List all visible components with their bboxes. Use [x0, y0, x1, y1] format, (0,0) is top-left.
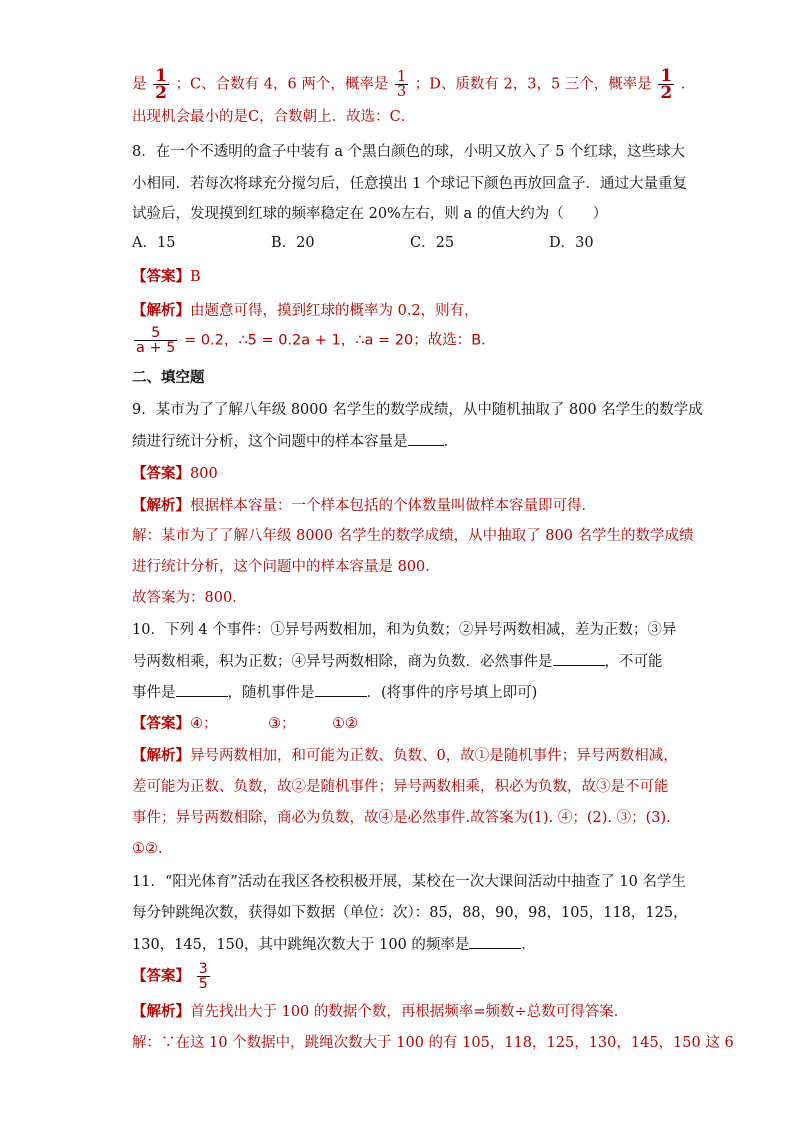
- prev-solution-conclusion: 出现机会最小的是C，合数朝上．故选：C．: [132, 109, 416, 125]
- denominator: a + 5: [136, 340, 176, 356]
- text: ；D、质数有 2，3，5 三个，概率是: [414, 76, 652, 93]
- q8-option-c: C．25: [410, 235, 455, 251]
- answer-blank: [553, 651, 605, 666]
- prev-solution-line: [132, 68, 695, 101]
- equation-text: = 0.2，∴5 = 0.2a + 1，∴a = 20；故选：B．: [184, 332, 496, 349]
- answer-tag: 【答案】: [132, 967, 190, 985]
- denominator: 2: [155, 83, 167, 103]
- denominator: 3: [396, 84, 407, 100]
- text: ，不可能: [604, 654, 663, 670]
- q8-option-b: B．20: [271, 235, 315, 251]
- text: ，随机事件是: [227, 685, 315, 701]
- denominator: 5: [198, 976, 208, 992]
- section-title: 二、填空题: [132, 369, 205, 386]
- q10-explain-line1: [132, 746, 678, 766]
- q11-solution-line1: 解：∵在这 10 个数据中，跳绳次数大于 100 的有 105，118，125，130，145，150 这 6: [132, 1035, 734, 1051]
- text: ．: [443, 434, 458, 450]
- q9-stem-line1: 9．某市为了了解八年级 8000 名学生的数学成绩，从中随机抽取了 800 名学生的数学成: [132, 402, 703, 418]
- text: ．(将事件的序号填上即可): [366, 685, 538, 701]
- answer-value: ③；: [268, 716, 296, 732]
- q8-option-a: A．15: [132, 235, 176, 251]
- q9-explain: [132, 496, 596, 516]
- q11-stem-line1: 11．“阳光体育”活动在我区各校积极开展，某校在一次大课间活动中抽查了 10 名学生: [132, 874, 686, 890]
- q8-options: [132, 233, 688, 253]
- answer-value: B: [190, 269, 201, 285]
- q10-explain-line4: ①②.: [132, 841, 163, 857]
- q10-explain-line3: 事件；异号两数相除，商必为负数，故④是必然事件.故答案为(1). ④；(2). ③；(3).: [132, 810, 671, 826]
- q8-option-d: D．30: [549, 235, 594, 251]
- answer-blank: [315, 682, 367, 697]
- q11-answer: [132, 962, 212, 991]
- q8-equation: [132, 326, 496, 355]
- text: 事件是: [132, 685, 176, 701]
- q10-stem-line1: 10．下列 4 个事件：①异号两数相加，和为负数；②异号两数相减，差为正数；③异: [132, 622, 677, 638]
- explain-tag: 【解析】: [132, 497, 190, 514]
- explain-tag: 【解析】: [132, 302, 190, 319]
- text: 130，145，150，其中跳绳次数大于 100 的频率是: [132, 937, 470, 953]
- q8-stem-line2: 小相同．若每次将球充分搅匀后，任意摸出 1 个球记下颜色再放回盒子．通过大量重复: [132, 176, 687, 192]
- q11-explain: [132, 1002, 628, 1022]
- explain-tag: 【解析】: [132, 1003, 190, 1020]
- answer-tag: 【答案】: [132, 715, 190, 732]
- answer-blank: [469, 934, 521, 949]
- numerator: 3: [198, 961, 208, 977]
- text: 是: [132, 76, 147, 93]
- fraction-q11: [197, 962, 210, 991]
- answer-value: ①②: [332, 716, 358, 732]
- explain-text: 根据样本容量：一个样本包括的个体数量叫做样本容量即可得．: [190, 498, 596, 514]
- text: 绩进行统计分析，这个问题中的样本容量是: [132, 434, 408, 450]
- q11-stem-line2: 每分钟跳绳次数，获得如下数据（单位：次）：85，88，90，98，105，118，125，: [132, 905, 688, 921]
- numerator: 1: [396, 69, 407, 85]
- text: ．: [680, 76, 696, 93]
- numerator: 1: [155, 66, 167, 86]
- text: 号两数相乘，积为正数；④异号两数相除，商为负数．必然事件是: [132, 654, 553, 670]
- q9-solution-line2: 进行统计分析，这个问题中的样本容量是 800．: [132, 559, 440, 575]
- explain-text: 异号两数相加，和可能为正数、负数、0，故①是随机事件；异号两数相减，: [190, 748, 678, 764]
- explain-text: 首先找出大于 100 的数据个数，再根据频率=频数÷总数可得答案．: [190, 1004, 629, 1020]
- answer-value: 800: [190, 466, 218, 482]
- explain-text: 由题意可得，摸到红球的概率为 0.2，则有，: [190, 303, 479, 319]
- q10-explain-line2: 差可能为正数、负数，故②是随机事件；异号两数相乘，积必为负数，故③是不可能: [132, 779, 669, 795]
- text: ；C、合数有 4，6 两个，概率是: [175, 76, 389, 93]
- q10-stem-line3: [132, 682, 537, 703]
- explain-tag: 【解析】: [132, 747, 190, 764]
- q9-answer: [132, 464, 218, 484]
- q9-solution-line3: 故答案为：800．: [132, 590, 247, 606]
- text: ．: [521, 937, 536, 953]
- answer-tag: 【答案】: [132, 268, 190, 285]
- numerator: 1: [660, 66, 673, 86]
- denominator: 2: [660, 83, 673, 103]
- fraction-half: [153, 68, 169, 101]
- q9-stem-line2: [132, 431, 458, 452]
- fraction-half: [658, 68, 674, 101]
- numerator: 5: [151, 325, 161, 341]
- answer-blank: [408, 431, 444, 446]
- q11-stem-line3: [132, 934, 536, 955]
- q10-stem-line2: [132, 651, 663, 672]
- answer-blank: [176, 682, 228, 697]
- fraction-q8: [134, 326, 177, 355]
- answer-tag: 【答案】: [132, 465, 190, 482]
- q8-stem-line1: 8．在一个不透明的盒子中装有 a 个黑白颜色的球，小明又放入了 5 个红球，这些球大: [132, 144, 686, 160]
- q8-stem-line3: 试验后，发现摸到红球的频率稳定在 20%左右，则 a 的值大约为（ ）: [132, 206, 608, 222]
- q8-answer: [132, 267, 201, 287]
- q10-answer: [132, 714, 358, 734]
- q9-solution-line1: 解：某市为了了解八年级 8000 名学生的数学成绩，从中抽取了 800 名学生的数学成绩: [132, 528, 694, 544]
- q8-explain: [132, 301, 479, 321]
- fraction-third: [395, 70, 408, 99]
- answer-value: ④；: [190, 716, 218, 732]
